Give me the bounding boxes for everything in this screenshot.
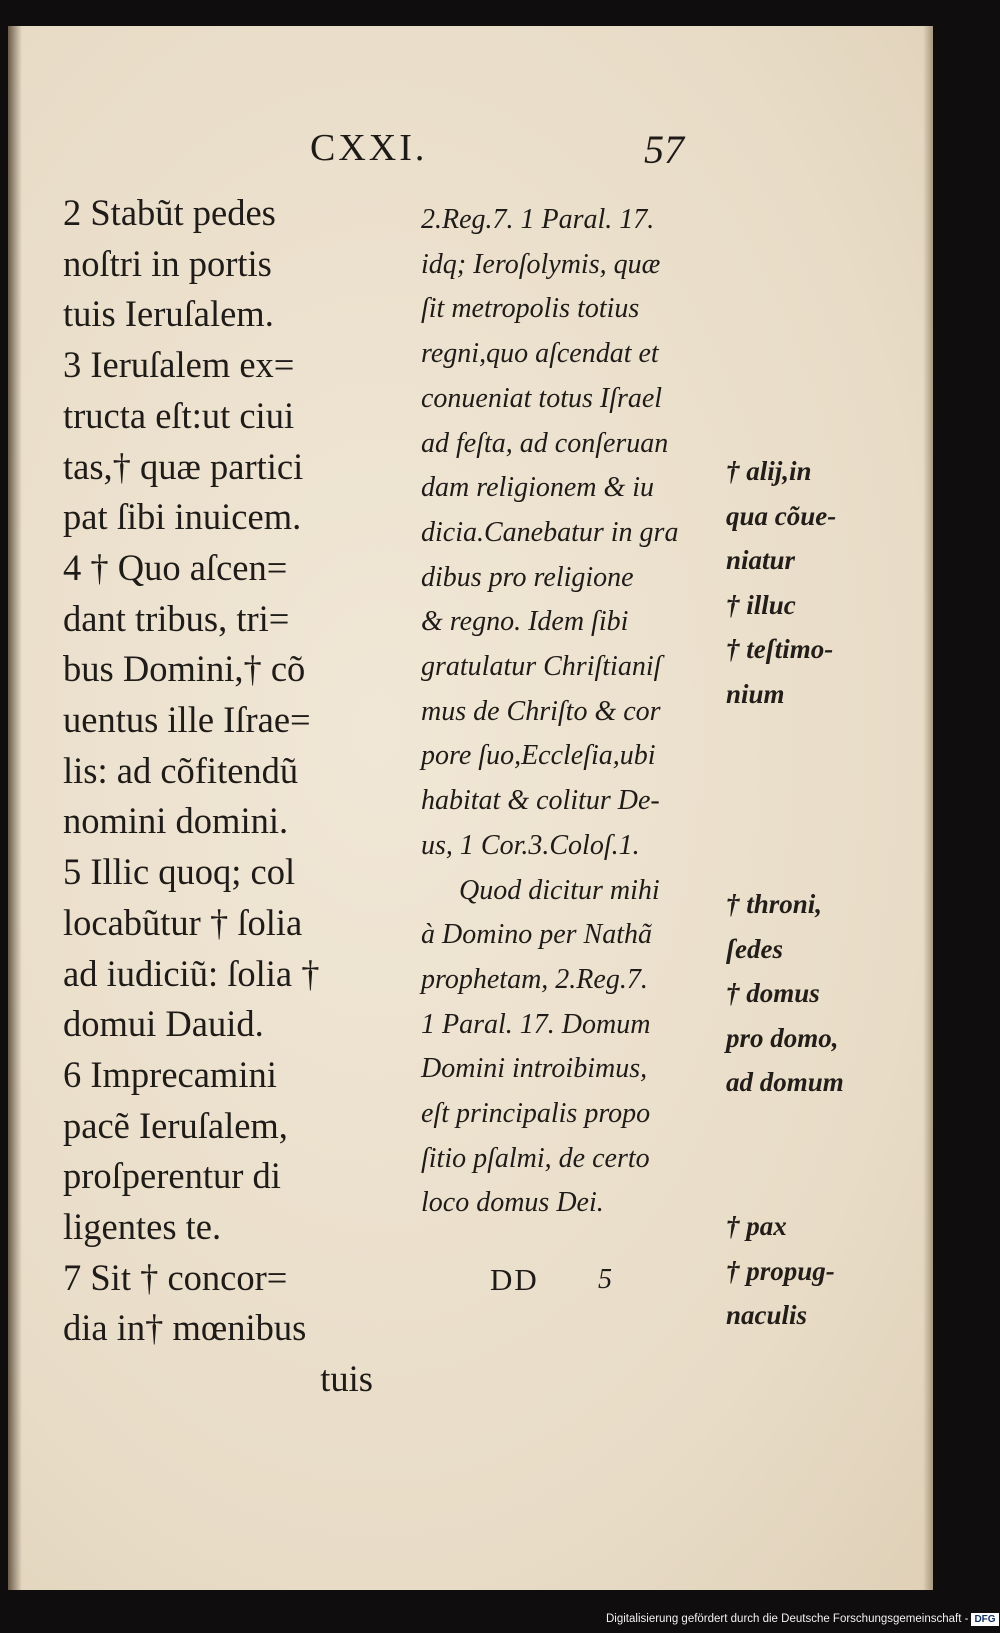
psalm-line: 7 Sit † concor= bbox=[63, 1256, 288, 1298]
psalm-line: pacẽ Ieruſalem, bbox=[63, 1104, 288, 1146]
commentary-line: ſit metropolis totius bbox=[421, 293, 640, 325]
psalm-line: nomini domini. bbox=[63, 800, 289, 842]
psalm-line: ad iudiciũ: ſolia † bbox=[63, 952, 320, 994]
psalm-line: tructa eſt:ut ciui bbox=[63, 394, 295, 436]
commentary-line: loco domus Dei. bbox=[421, 1187, 604, 1219]
commentary-line: prophetam, 2.Reg.7. bbox=[421, 963, 648, 995]
margin-note: qua cõue- bbox=[726, 500, 837, 531]
psalm-line: 6 Imprecamini bbox=[63, 1053, 277, 1095]
margin-note: † teſtimo- bbox=[726, 634, 834, 664]
psalm-text-column bbox=[63, 188, 375, 1405]
commentary-line: Domini introibimus, bbox=[421, 1053, 648, 1085]
commentary-line: 1 Paral. 17. Domum bbox=[421, 1008, 651, 1040]
psalm-line: dia in† mœnibus bbox=[63, 1307, 307, 1349]
margin-note: nium bbox=[726, 678, 785, 709]
signature-number: 5 bbox=[598, 1264, 612, 1295]
signature-mark: DD bbox=[490, 1262, 539, 1297]
psalm-line: ligentes te. bbox=[63, 1206, 222, 1248]
commentary-line: dicia.Canebatur in gra bbox=[421, 516, 679, 548]
psalm-line: 4 † Quo aſcen= bbox=[63, 546, 288, 588]
dfg-logo: DFG bbox=[971, 1613, 998, 1626]
commentary-line: conueniat totus Iſrael bbox=[421, 382, 663, 414]
commentary-line: Quod dicitur mihi bbox=[459, 874, 660, 906]
psalm-line: tuis bbox=[320, 1358, 373, 1400]
commentary-line: ſitio pſalmi, de certo bbox=[421, 1142, 650, 1174]
commentary-line: mus de Chriſto & cor bbox=[421, 695, 661, 727]
margin-note-group-3 bbox=[726, 1204, 835, 1338]
funding-footer bbox=[606, 1613, 999, 1626]
commentary-line: 2.Reg.7. 1 Paral. 17. bbox=[421, 204, 655, 235]
psalm-line: tuis Ieruſalem. bbox=[63, 293, 274, 335]
commentary-line: & regno. Idem ſibi bbox=[421, 606, 629, 638]
margin-note: † throni, bbox=[726, 889, 823, 919]
commentary-column bbox=[421, 198, 726, 1226]
psalm-line: uentus ille Iſrae= bbox=[63, 699, 311, 741]
psalm-line: lis: ad cõfitendũ bbox=[63, 749, 299, 791]
margin-note: † domus bbox=[726, 978, 820, 1008]
footer-text: Digitalisierung gefördert durch die Deutsche Forschungsgemeinschaft - bbox=[606, 1613, 969, 1625]
psalm-line: noſtri in portis bbox=[63, 242, 272, 284]
psalm-line: proſperentur di bbox=[63, 1155, 281, 1197]
margin-note-group-2 bbox=[726, 882, 844, 1105]
margin-note: † illuc bbox=[726, 589, 796, 620]
commentary-line: à Domino per Nathã bbox=[421, 919, 652, 951]
psalm-line: 2 Stabũt pedes bbox=[63, 192, 276, 233]
psalm-line: pat ſibi inuicem. bbox=[63, 496, 302, 538]
book-page bbox=[8, 26, 933, 1590]
margin-note: † alij,in bbox=[726, 456, 812, 486]
margin-note-group-1 bbox=[726, 449, 836, 716]
margin-note: † propug- bbox=[726, 1255, 835, 1286]
commentary-line: habitat & colitur De- bbox=[421, 785, 660, 817]
psalm-line: 3 Ieruſalem ex= bbox=[63, 344, 295, 386]
psalm-line: locabũtur † ſolia bbox=[63, 901, 303, 943]
commentary-line: idq; Ieroſolymis, quæ bbox=[421, 248, 661, 280]
margin-note: pro domo, bbox=[726, 1022, 839, 1053]
margin-note: niatur bbox=[726, 545, 796, 575]
margin-note: † pax bbox=[726, 1211, 787, 1241]
commentary-line: eſt principalis propo bbox=[421, 1098, 651, 1130]
psalm-line: domui Dauid. bbox=[63, 1003, 264, 1045]
margin-note: ſedes bbox=[726, 933, 783, 964]
psalm-line: 5 Illic quoq; col bbox=[63, 851, 296, 893]
commentary-line: ad feſta, ad conſeruan bbox=[421, 427, 669, 459]
psalm-line: bus Domini,† cõ bbox=[63, 648, 306, 690]
commentary-line: us, 1 Cor.3.Coloſ.1. bbox=[421, 829, 640, 861]
commentary-line: pore ſuo,Eccleſia,ubi bbox=[421, 740, 656, 772]
commentary-line: dibus pro religione bbox=[421, 561, 634, 593]
margin-note: naculis bbox=[726, 1300, 808, 1330]
psalm-line: tas,† quæ partici bbox=[63, 445, 304, 487]
commentary-line: dam religionem & iu bbox=[421, 472, 655, 504]
page-header-left: CXXI. bbox=[310, 127, 428, 169]
commentary-line: regni,quo aſcendat et bbox=[421, 338, 659, 370]
page-number: 57 bbox=[644, 127, 684, 172]
margin-note: ad domum bbox=[726, 1067, 844, 1097]
psalm-line: dant tribus, tri= bbox=[63, 597, 290, 639]
commentary-line: gratulatur Chriſtianiſ bbox=[421, 651, 662, 683]
